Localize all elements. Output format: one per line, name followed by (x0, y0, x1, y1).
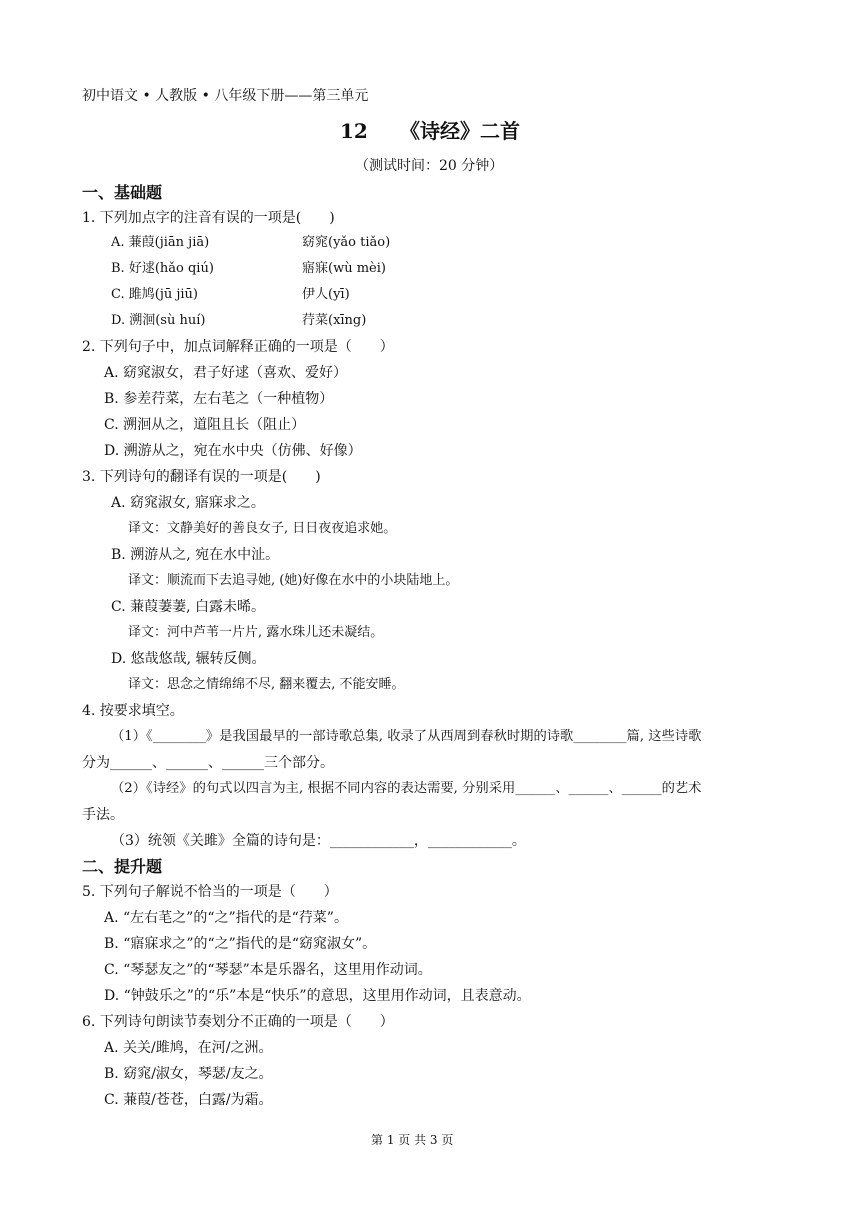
q4-part1-line1: （1）《________》是我国最早的一部诗歌总集, 收录了从西周到春秋时期的诗歌________篇, 这些诗歌 (111, 729, 702, 744)
question-1-stem: 1. 下列加点字的注音有误的一项是( ) (82, 210, 335, 226)
lesson-title: 《诗经》二首 (400, 119, 520, 143)
q3-option-a: A. 窈窕淑女, 寤寐求之。 (111, 495, 265, 511)
q1-option-a: A. 蒹葭(jiān jiā) (111, 235, 210, 250)
q6-option-c: C. 蒹葭/苍苍，白露/为霜。 (104, 1092, 273, 1108)
q1-option-d-second: 荇菜(xīng) (302, 313, 367, 328)
q3-option-a-translation: 译文：文静美好的善良女子, 日日夜夜追求她。 (128, 521, 397, 536)
series-header: 初中语文 • 人教版 • 八年级下册——第三单元 (82, 88, 369, 104)
question-6-stem: 6. 下列诗句朗读节奏划分不正确的一项是（ ） (82, 1014, 394, 1030)
question-4-stem: 4. 按要求填空。 (82, 703, 184, 719)
q3-option-b-translation: 译文：顺流而下去追寻她, (她)好像在水中的小块陆地上。 (128, 573, 459, 588)
q4-part1-line2: 分为______、______、______三个部分。 (82, 755, 334, 771)
q1-option-b-second: 寤寐(wù mèi) (302, 261, 386, 276)
q5-option-b: B. “寤寐求之”的“之”指代的是“窈窕淑女”。 (104, 936, 377, 952)
q3-option-d-translation: 译文：思念之情绵绵不尽, 翻来覆去, 不能安睡。 (128, 677, 405, 692)
q1-option-c-second: 伊人(yī) (302, 287, 350, 302)
q2-option-d: D. 溯游从之，宛在水中央（仿佛、好像） (104, 443, 362, 459)
q1-option-d: D. 溯洄(sù huí) (111, 313, 206, 328)
q3-option-c: C. 蒹葭萋萋, 白露未晞。 (111, 599, 266, 615)
question-2-stem: 2. 下列句子中，加点词解释正确的一项是（ ） (82, 339, 394, 355)
question-5-stem: 5. 下列句子解说不恰当的一项是（ ） (82, 884, 338, 900)
q1-option-c: C. 雎鸠(jū jiū) (111, 287, 198, 302)
question-3-stem: 3. 下列诗句的翻译有误的一项是( ) (82, 469, 321, 485)
q4-part3: （3）统领《关雎》全篇的诗句是：____________，____________。 (111, 833, 526, 849)
q3-option-c-translation: 译文：河中芦苇一片片, 露水珠儿还未凝结。 (128, 625, 384, 640)
q2-option-b: B. 参差荇菜，左右芼之（一种植物） (104, 391, 334, 407)
section-heading-basic: 一、基础题 (82, 183, 163, 202)
q1-option-b: B. 好逑(hǎo qiú) (111, 261, 214, 276)
test-time: （测试时间：20 分钟） (355, 158, 504, 174)
q2-option-a: A. 窈窕淑女，君子好逑（喜欢、爱好） (104, 365, 348, 381)
section-heading-advanced: 二、提升题 (82, 857, 163, 876)
q6-option-a: A. 关关/雎鸠，在河/之洲。 (104, 1040, 273, 1056)
lesson-number: 12 (340, 119, 368, 143)
q5-option-c: C. “琴瑟友之”的“琴瑟”本是乐器名，这里用作动词。 (104, 962, 432, 978)
q3-option-b: B. 溯游从之, 宛在水中沚。 (111, 547, 280, 563)
q2-option-c: C. 溯洄从之，道阻且长（阻止） (104, 417, 306, 433)
q4-part2-line2: 手法。 (82, 807, 124, 823)
q5-option-a: A. “左右芼之”的“之”指代的是“荇菜”。 (104, 910, 348, 926)
q3-option-d: D. 悠哉悠哉, 辗转反侧。 (111, 651, 266, 667)
q1-option-a-second: 窈窕(yǎo tiǎo) (302, 235, 391, 250)
page-footer: 第 1 页 共 3 页 (371, 1133, 454, 1147)
q5-option-d: D. “钟鼓乐之”的“乐”本是“快乐”的意思，这里用作动词，且表意动。 (104, 988, 531, 1004)
q4-part2-line1: （2）《诗经》的句式以四言为主, 根据不同内容的表达需要, 分别采用______、______、______的艺术 (111, 781, 702, 796)
q6-option-b: B. 窈窕/淑女，琴瑟/友之。 (104, 1066, 273, 1082)
